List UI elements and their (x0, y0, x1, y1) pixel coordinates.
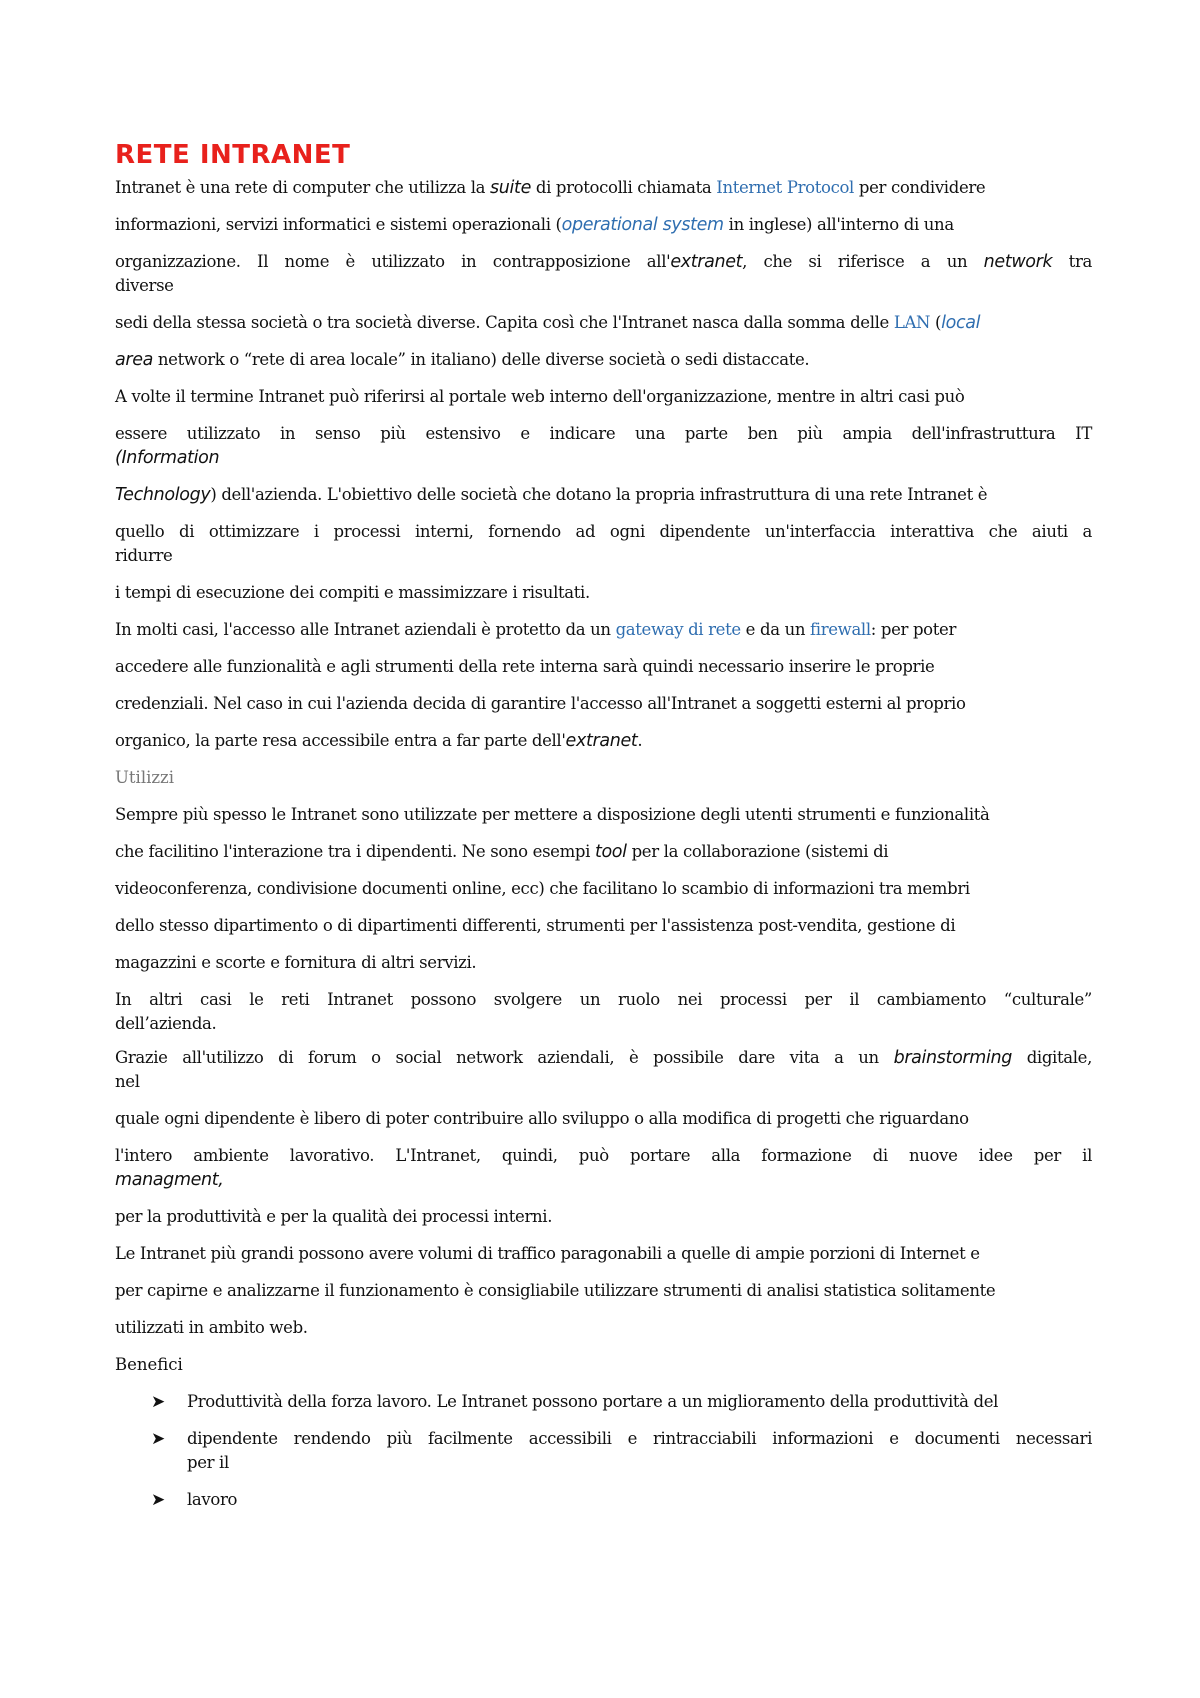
paragraph-line (115, 1046, 1092, 1094)
italic-term: suite (490, 178, 531, 198)
text-span: per la produttività e per la qualità dei processi interni. (115, 1207, 553, 1226)
arrow-bullet-icon: ➤ (151, 1490, 165, 1510)
text-span: Le Intranet più grandi possono avere volumi di traffico paragonabili a quelle di ampie porzioni di Internet e (115, 1244, 980, 1263)
wrapped-word: managment, (115, 1170, 224, 1190)
text-span: network o “rete di area locale” in italiano) delle diverse società o sedi distaccate. (153, 350, 810, 369)
paragraph-line (115, 914, 1092, 938)
text-span: videoconferenza, condivisione documenti online, ecc) che facilitano lo scambio di informazioni tra membri (115, 879, 970, 898)
text-span: quello di ottimizzare i processi interni, fornendo ad ogni dipendente un'interfaccia interattiva che aiuti a (115, 522, 1092, 541)
paragraph-line (115, 176, 1092, 200)
text-span: dipendente rendendo più facilmente accessibili e rintracciabili informazioni e documenti necessari (187, 1429, 1092, 1448)
paragraph-line (115, 729, 1092, 753)
text-span: dello stesso dipartimento o di dipartimenti differenti, strumenti per l'assistenza post-vendita, gestione di (115, 916, 956, 935)
text-span: e da un (740, 620, 811, 639)
italic-term: area (115, 350, 154, 370)
text-span: magazzini e scorte e fornitura di altri servizi. (115, 953, 477, 972)
text-span: A volte il termine Intranet può riferirsi al portale web interno dell'organizzazione, mentre in altri casi può (115, 387, 965, 406)
text-span: quale ogni dipendente è libero di poter contribuire allo sviluppo o alla modifica di progetti che riguardano (115, 1109, 969, 1128)
paragraph-line (115, 213, 1092, 237)
italic-term: extranet (565, 731, 638, 751)
text-span: : per poter (870, 620, 956, 639)
paragraph-line (115, 483, 1092, 507)
text-span: per capirne e analizzarne il funzionamento è consigliabile utilizzare strumenti di analisi statistica solitamente (115, 1281, 996, 1300)
paragraph-line (115, 1279, 1092, 1303)
text-span: digitale, (1011, 1048, 1092, 1067)
italic-term: extranet (670, 252, 743, 272)
paragraph-line (115, 1316, 1092, 1340)
paragraph-line (115, 581, 1092, 605)
italic-term: tool (594, 842, 627, 862)
section-heading-benefici: Benefici (115, 1355, 183, 1374)
text-span: per la collaborazione (sistemi di (626, 842, 889, 861)
wrapped-word: nel (115, 1072, 140, 1091)
paragraph-line (115, 988, 1092, 1036)
text-span: essere utilizzato in senso più estensivo e indicare una parte ben più ampia dell'infrastruttura IT (115, 424, 1092, 443)
benefits-list (115, 1390, 1092, 1512)
paragraph-line (115, 250, 1092, 298)
lan-link[interactable]: LAN (893, 313, 931, 332)
text-span: informazioni, servizi informatici e sistemi operazionali ( (115, 215, 562, 234)
text-span: . (637, 731, 643, 750)
text-span: sedi della stessa società o tra società diverse. Capita così che l'Intranet nasca dalla somma delle (115, 313, 894, 332)
page-title: RETE INTRANET (115, 140, 351, 170)
wrapped-word: ridurre (115, 546, 173, 565)
text-span: In altri casi le reti Intranet possono svolgere un ruolo nei processi per il cambiamento “culturale” (115, 990, 1092, 1009)
paragraph-line (115, 877, 1092, 901)
arrow-bullet-icon: ➤ (151, 1392, 165, 1412)
paragraph-line (115, 520, 1092, 568)
list-item (151, 1488, 1092, 1512)
text-span: che facilitino l'interazione tra i dipendenti. Ne sono esempi (115, 842, 595, 861)
italic-term: brainstorming (893, 1048, 1012, 1068)
gateway-link[interactable]: gateway di rete (615, 620, 741, 639)
text-span: di protocolli chiamata (530, 178, 717, 197)
text-span: Produttività della forza lavoro. Le Intranet possono portare a un miglioramento della produttività del (187, 1392, 999, 1411)
paragraph-line (115, 618, 1092, 642)
section-heading-utilizzi: Utilizzi (115, 768, 175, 787)
firewall-link[interactable]: firewall (810, 620, 871, 639)
paragraph-line (115, 692, 1092, 716)
text-span: ( (930, 313, 942, 332)
text-span: i tempi di esecuzione dei compiti e massimizzare i risultati. (115, 583, 590, 602)
text-span: accedere alle funzionalità e agli strumenti della rete interna sarà quindi necessario inserire le proprie (115, 657, 935, 676)
text-span: credenziali. Nel caso in cui l'azienda decida di garantire l'accesso all'Intranet a soggetti esterni al proprio (115, 694, 966, 713)
text-span: organico, la parte resa accessibile entra a far parte dell' (115, 731, 566, 750)
text-span: In molti casi, l'accesso alle Intranet aziendali è protetto da un (115, 620, 616, 639)
text-span: organizzazione. Il nome è utilizzato in contrapposizione all' (115, 252, 671, 271)
text-span: per condividere (853, 178, 986, 197)
wrapped-word: (Information (115, 448, 220, 468)
text-span: Intranet è una rete di computer che utilizza la (115, 178, 491, 197)
list-item (151, 1390, 1092, 1414)
text-span: l'intero ambiente lavorativo. L'Intranet, quindi, può portare alla formazione di nuove idee per il (115, 1146, 1092, 1165)
wrapped-word: diverse (115, 276, 174, 295)
local-area-link[interactable]: local (941, 313, 981, 333)
text-span: in inglese) all'interno di una (723, 215, 954, 234)
paragraph-line (115, 655, 1092, 679)
text-span: Sempre più spesso le Intranet sono utilizzate per mettere a disposizione degli utenti strumenti e funzionalità (115, 805, 990, 824)
wrapped-word: per il (187, 1453, 229, 1472)
arrow-bullet-icon: ➤ (151, 1429, 165, 1449)
paragraph-line (115, 1107, 1092, 1131)
paragraph-line (115, 311, 1092, 335)
paragraph-line (115, 803, 1092, 827)
text-span: tra (1052, 252, 1092, 271)
text-span: ) dell'azienda. L'obiettivo delle società che dotano la propria infrastruttura di una rete Intranet è (210, 485, 988, 504)
text-span: , che si riferisce a un (742, 252, 984, 271)
list-item (151, 1427, 1092, 1475)
paragraph-line (115, 840, 1092, 864)
text-span: lavoro (187, 1490, 238, 1509)
operational-system-link[interactable]: operational system (561, 215, 724, 235)
internet-protocol-link[interactable]: Internet Protocol (716, 178, 854, 197)
paragraph-line (115, 951, 1092, 975)
text-span: Grazie all'utilizzo di forum o social network aziendali, è possibile dare vita a un (115, 1048, 894, 1067)
paragraph-line (115, 422, 1092, 470)
italic-term: network (983, 252, 1053, 272)
paragraph-line (115, 1205, 1092, 1229)
italic-term: Technology (115, 485, 211, 505)
paragraph-line (115, 348, 1092, 372)
paragraph-line (115, 1144, 1092, 1192)
paragraph-line (115, 1242, 1092, 1266)
wrapped-word: dell’azienda. (115, 1014, 217, 1033)
text-span: utilizzati in ambito web. (115, 1318, 308, 1337)
paragraph-line (115, 385, 1092, 409)
